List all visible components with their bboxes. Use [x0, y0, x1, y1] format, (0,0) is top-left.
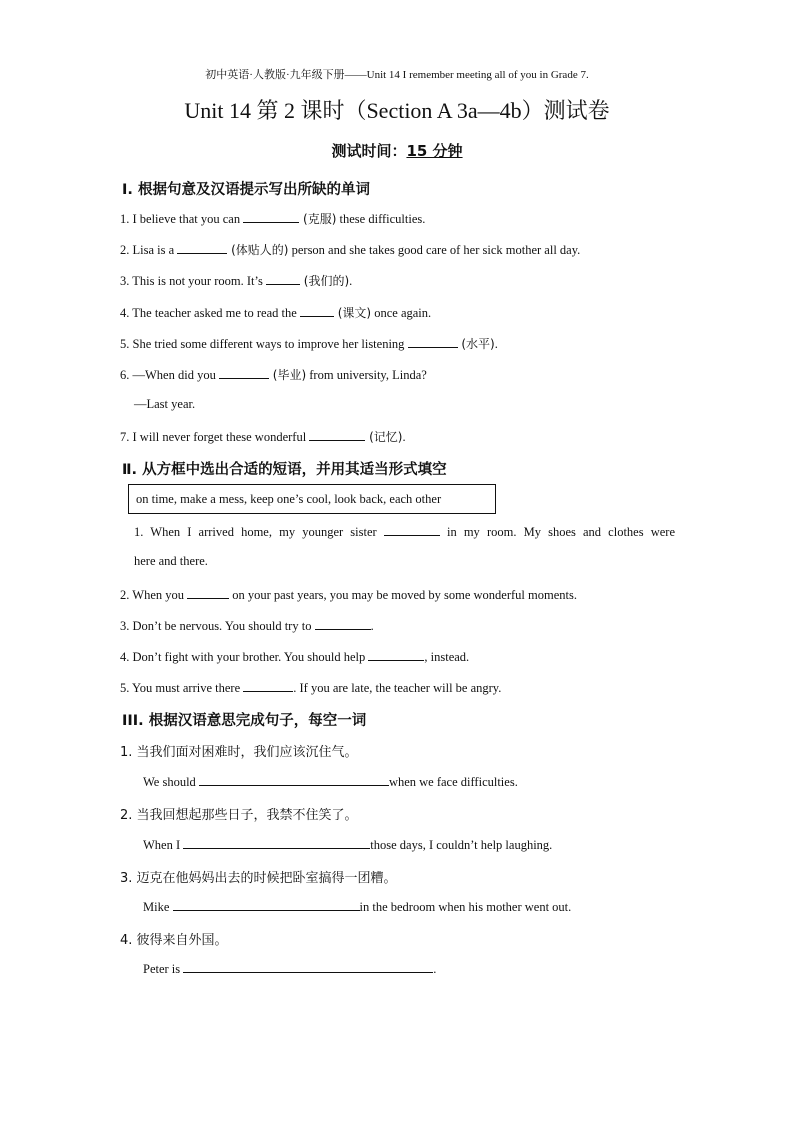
- s3-question-2-english: When I those days, I couldn’t help laughing.: [143, 838, 553, 852]
- test-time: [0, 140, 794, 161]
- answer-blank[interactable]: [183, 836, 370, 849]
- s2-question-1: 1. When I arrived home, my younger sister in my room. My shoes and clothes were: [134, 525, 675, 539]
- test-time-label: 测试时间：: [331, 142, 407, 160]
- answer-blank[interactable]: [300, 304, 334, 317]
- s2-question-3: 3. Don’t be nervous. You should try to .: [120, 619, 374, 633]
- page-header: 初中英语·人教版·九年级下册——Unit 14 I remember meeting all of you in Grade 7.: [205, 69, 589, 81]
- test-time-value: 15 分钟: [406, 142, 463, 160]
- section-1-heading: Ⅰ. 根据句意及汉语提示写出所缺的单词: [122, 182, 370, 198]
- answer-blank[interactable]: [309, 428, 365, 441]
- phrase-box: [128, 484, 496, 514]
- s3-question-1-chinese: 1. 当我们面对困难时，我们应该沉住气。: [120, 745, 358, 760]
- answer-blank[interactable]: [199, 773, 389, 786]
- s1-question-7: 7. I will never forget these wonderful (记忆).: [120, 430, 406, 444]
- answer-blank[interactable]: [384, 523, 440, 536]
- answer-blank[interactable]: [266, 272, 300, 285]
- answer-blank[interactable]: [408, 335, 458, 348]
- answer-blank[interactable]: [173, 898, 360, 911]
- answer-blank[interactable]: [187, 586, 229, 599]
- answer-blank[interactable]: [368, 648, 424, 661]
- phrase-box-text: on time, make a mess, keep one’s cool, look back, each other: [136, 492, 442, 506]
- s1-question-3: 3. This is not your room. It’s (我们的).: [120, 274, 353, 288]
- section-2-heading: Ⅱ. 从方框中选出合适的短语，并用其适当形式填空: [122, 462, 447, 478]
- s1-question-6: 6. —When did you (毕业) from university, Linda?: [120, 368, 427, 382]
- answer-blank[interactable]: [315, 617, 371, 630]
- answer-blank[interactable]: [243, 679, 293, 692]
- s3-question-1-english: We should when we face difficulties.: [143, 775, 518, 789]
- s1-question-5: 5. She tried some different ways to improve her listening (水平).: [120, 337, 498, 351]
- s2-question-5: 5. You must arrive there . If you are late, the teacher will be angry.: [120, 681, 502, 695]
- s2-question-2: 2. When you on your past years, you may be moved by some wonderful moments.: [120, 588, 577, 602]
- s1-question-4: 4. The teacher asked me to read the (课文) once again.: [120, 306, 432, 320]
- page-title: Unit 14 第 2 课时（Section A 3a—4b）测试卷: [184, 98, 610, 123]
- answer-blank[interactable]: [177, 241, 227, 254]
- answer-blank[interactable]: [243, 210, 299, 223]
- answer-blank[interactable]: [183, 960, 433, 973]
- s3-question-3-chinese: 3. 迈克在他妈妈出去的时候把卧室搞得一团糟。: [120, 871, 397, 886]
- s1-question-1: 1. I believe that you can (克服) these difficulties.: [120, 212, 426, 226]
- s3-question-2-chinese: 2. 当我回想起那些日子，我禁不住笑了。: [120, 808, 358, 823]
- s2-question-1-cont: here and there.: [134, 554, 208, 568]
- s1-question-2: 2. Lisa is a (体贴人的) person and she takes good care of her sick mother all day.: [120, 243, 581, 257]
- section-3-heading: III. 根据汉语意思完成句子，每空一词: [122, 713, 367, 729]
- s3-question-4-english: Peter is .: [143, 962, 437, 976]
- s2-question-4: 4. Don’t fight with your brother. You should help , instead.: [120, 650, 470, 664]
- s1-question-6-reply: —Last year.: [134, 397, 196, 411]
- s3-question-4-chinese: 4. 彼得来自外国。: [120, 933, 228, 948]
- answer-blank[interactable]: [219, 366, 269, 379]
- s3-question-3-english: Mike in the bedroom when his mother went out.: [143, 900, 572, 914]
